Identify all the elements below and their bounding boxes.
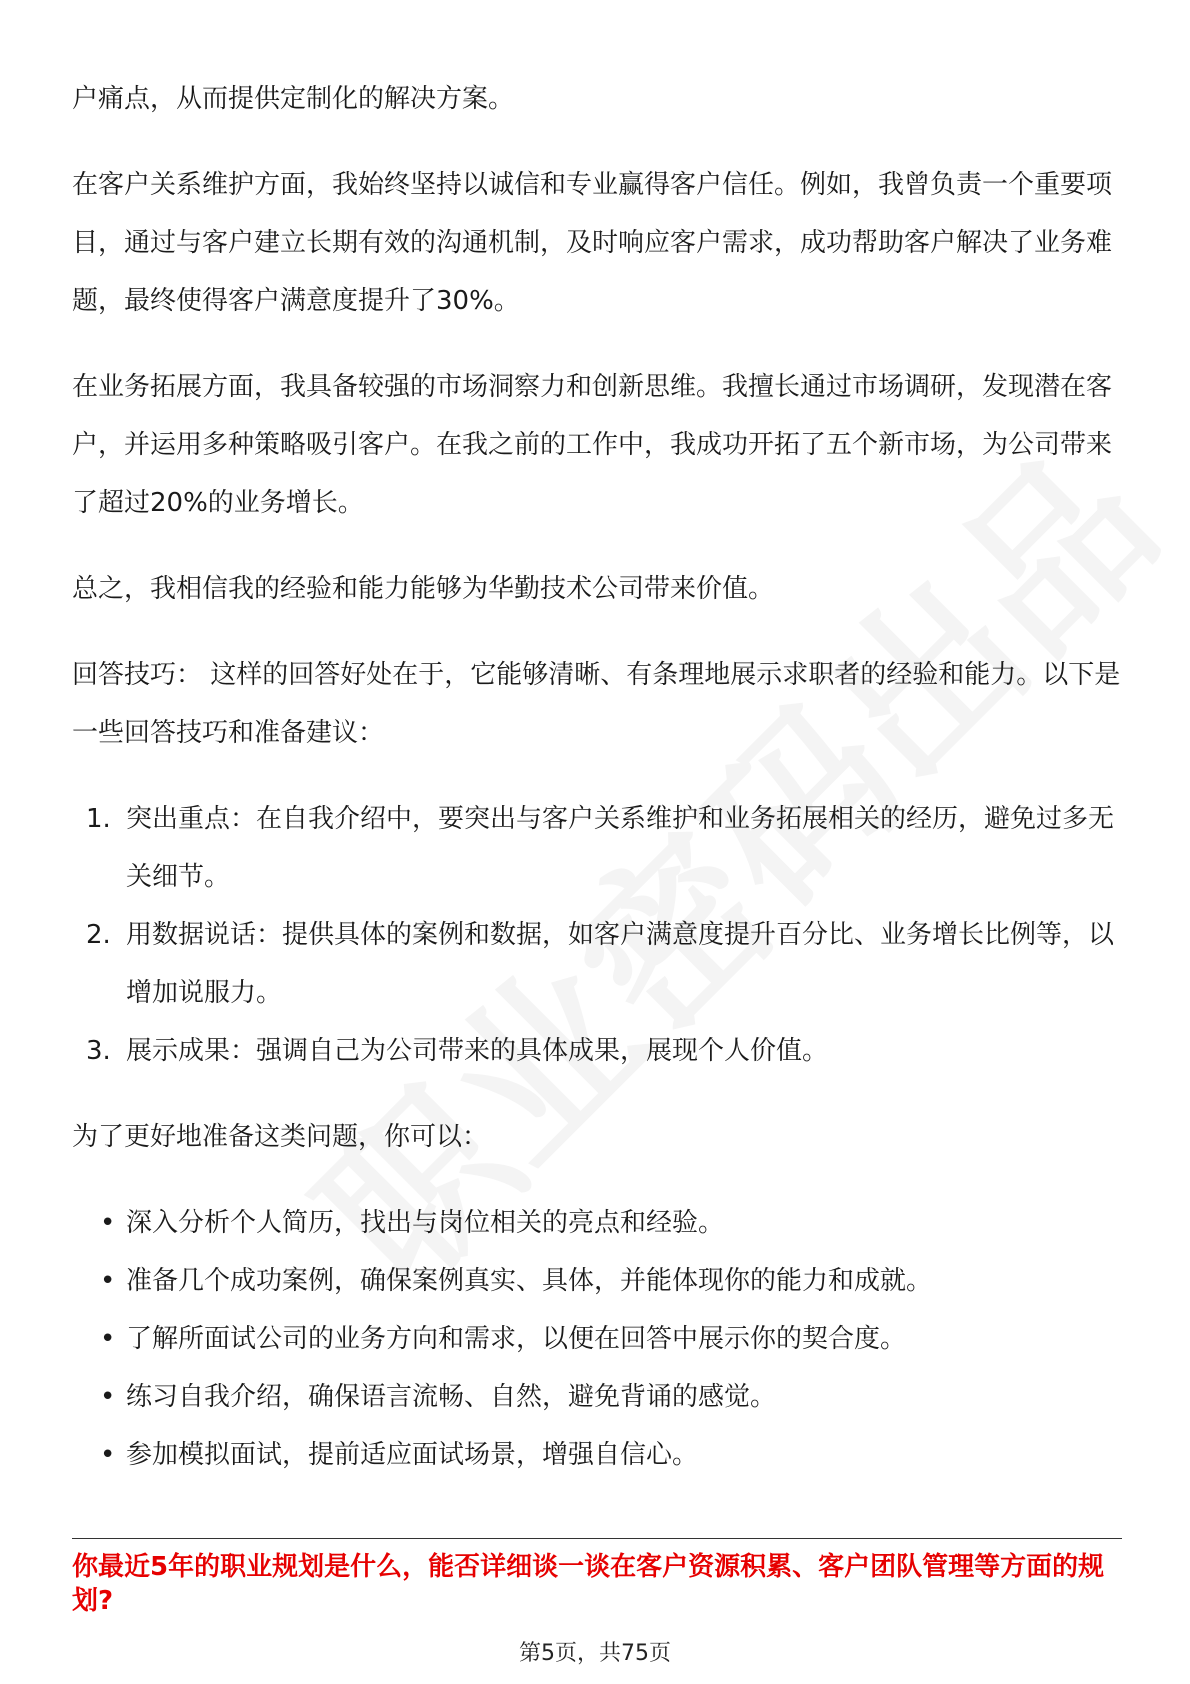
next-question-heading: 你最近5年的职业规划是什么，能否详细谈一谈在客户资源积累、客户团队管理等方面的规划?	[72, 1552, 1105, 1616]
document-body	[72, 70, 1122, 1484]
paragraph-answer-tips: 回答技巧： 这样的回答好处在于，它能够清晰、有条理地展示求职者的经验和能力。以下是一些回答技巧和准备建议：	[72, 660, 1121, 748]
paragraph-prep-intro: 为了更好地准备这类问题，你可以：	[72, 1122, 489, 1152]
list-item-text: 展示成果：强调自己为公司带来的具体成果，展现个人价值。	[126, 1036, 829, 1066]
bullet-icon: •	[100, 1324, 116, 1354]
bullet-icon: •	[100, 1440, 116, 1470]
list-number: 1.	[86, 804, 111, 834]
page-number-footer: 第5页，共75页	[519, 1641, 671, 1666]
paragraph-continuation: 户痛点，从而提供定制化的解决方案。	[72, 84, 515, 114]
list-item	[72, 1310, 1122, 1368]
list-item	[72, 906, 1122, 1022]
list-item-text: 参加模拟面试，提前适应面试场景，增强自信心。	[126, 1440, 699, 1470]
tips-numbered-list	[72, 790, 1122, 1080]
list-number: 3.	[86, 1036, 111, 1066]
list-item	[72, 1194, 1122, 1252]
paragraph-client-relations: 在客户关系维护方面，我始终坚持以诚信和专业赢得客户信任。例如，我曾负责一个重要项目，通过与客户建立长期有效的沟通机制，及时响应客户需求，成功帮助客户解决了业务难题，最终使得客户满意度提升了30%。	[72, 170, 1113, 316]
list-item	[72, 1368, 1122, 1426]
list-item	[72, 1252, 1122, 1310]
list-item-text: 用数据说话：提供具体的案例和数据，如客户满意度提升百分比、业务增长比例等，以增加说服力。	[126, 920, 1115, 1008]
list-item	[72, 1022, 1122, 1080]
paragraph-summary: 总之，我相信我的经验和能力能够为华勤技术公司带来价值。	[72, 574, 775, 604]
list-item-text: 练习自我介绍，确保语言流畅、自然，避免背诵的感觉。	[126, 1382, 777, 1412]
list-item	[72, 1426, 1122, 1484]
prep-bullet-list	[72, 1194, 1122, 1484]
section-divider	[72, 1538, 1122, 1539]
list-item	[72, 790, 1122, 906]
list-item-text: 深入分析个人简历，找出与岗位相关的亮点和经验。	[126, 1208, 725, 1238]
bullet-icon: •	[100, 1266, 116, 1296]
list-item-text: 准备几个成功案例，确保案例真实、具体，并能体现你的能力和成就。	[126, 1266, 933, 1296]
paragraph-business-expansion: 在业务拓展方面，我具备较强的市场洞察力和创新思维。我擅长通过市场调研，发现潜在客户，并运用多种策略吸引客户。在我之前的工作中，我成功开拓了五个新市场，为公司带来了超过20%的业务增长。	[72, 372, 1113, 518]
list-item-text: 了解所面试公司的业务方向和需求，以便在回答中展示你的契合度。	[126, 1324, 907, 1354]
list-item-text: 突出重点：在自我介绍中，要突出与客户关系维护和业务拓展相关的经历，避免过多无关细节。	[126, 804, 1115, 892]
bullet-icon: •	[100, 1208, 116, 1238]
list-number: 2.	[86, 920, 111, 950]
bullet-icon: •	[100, 1382, 116, 1412]
